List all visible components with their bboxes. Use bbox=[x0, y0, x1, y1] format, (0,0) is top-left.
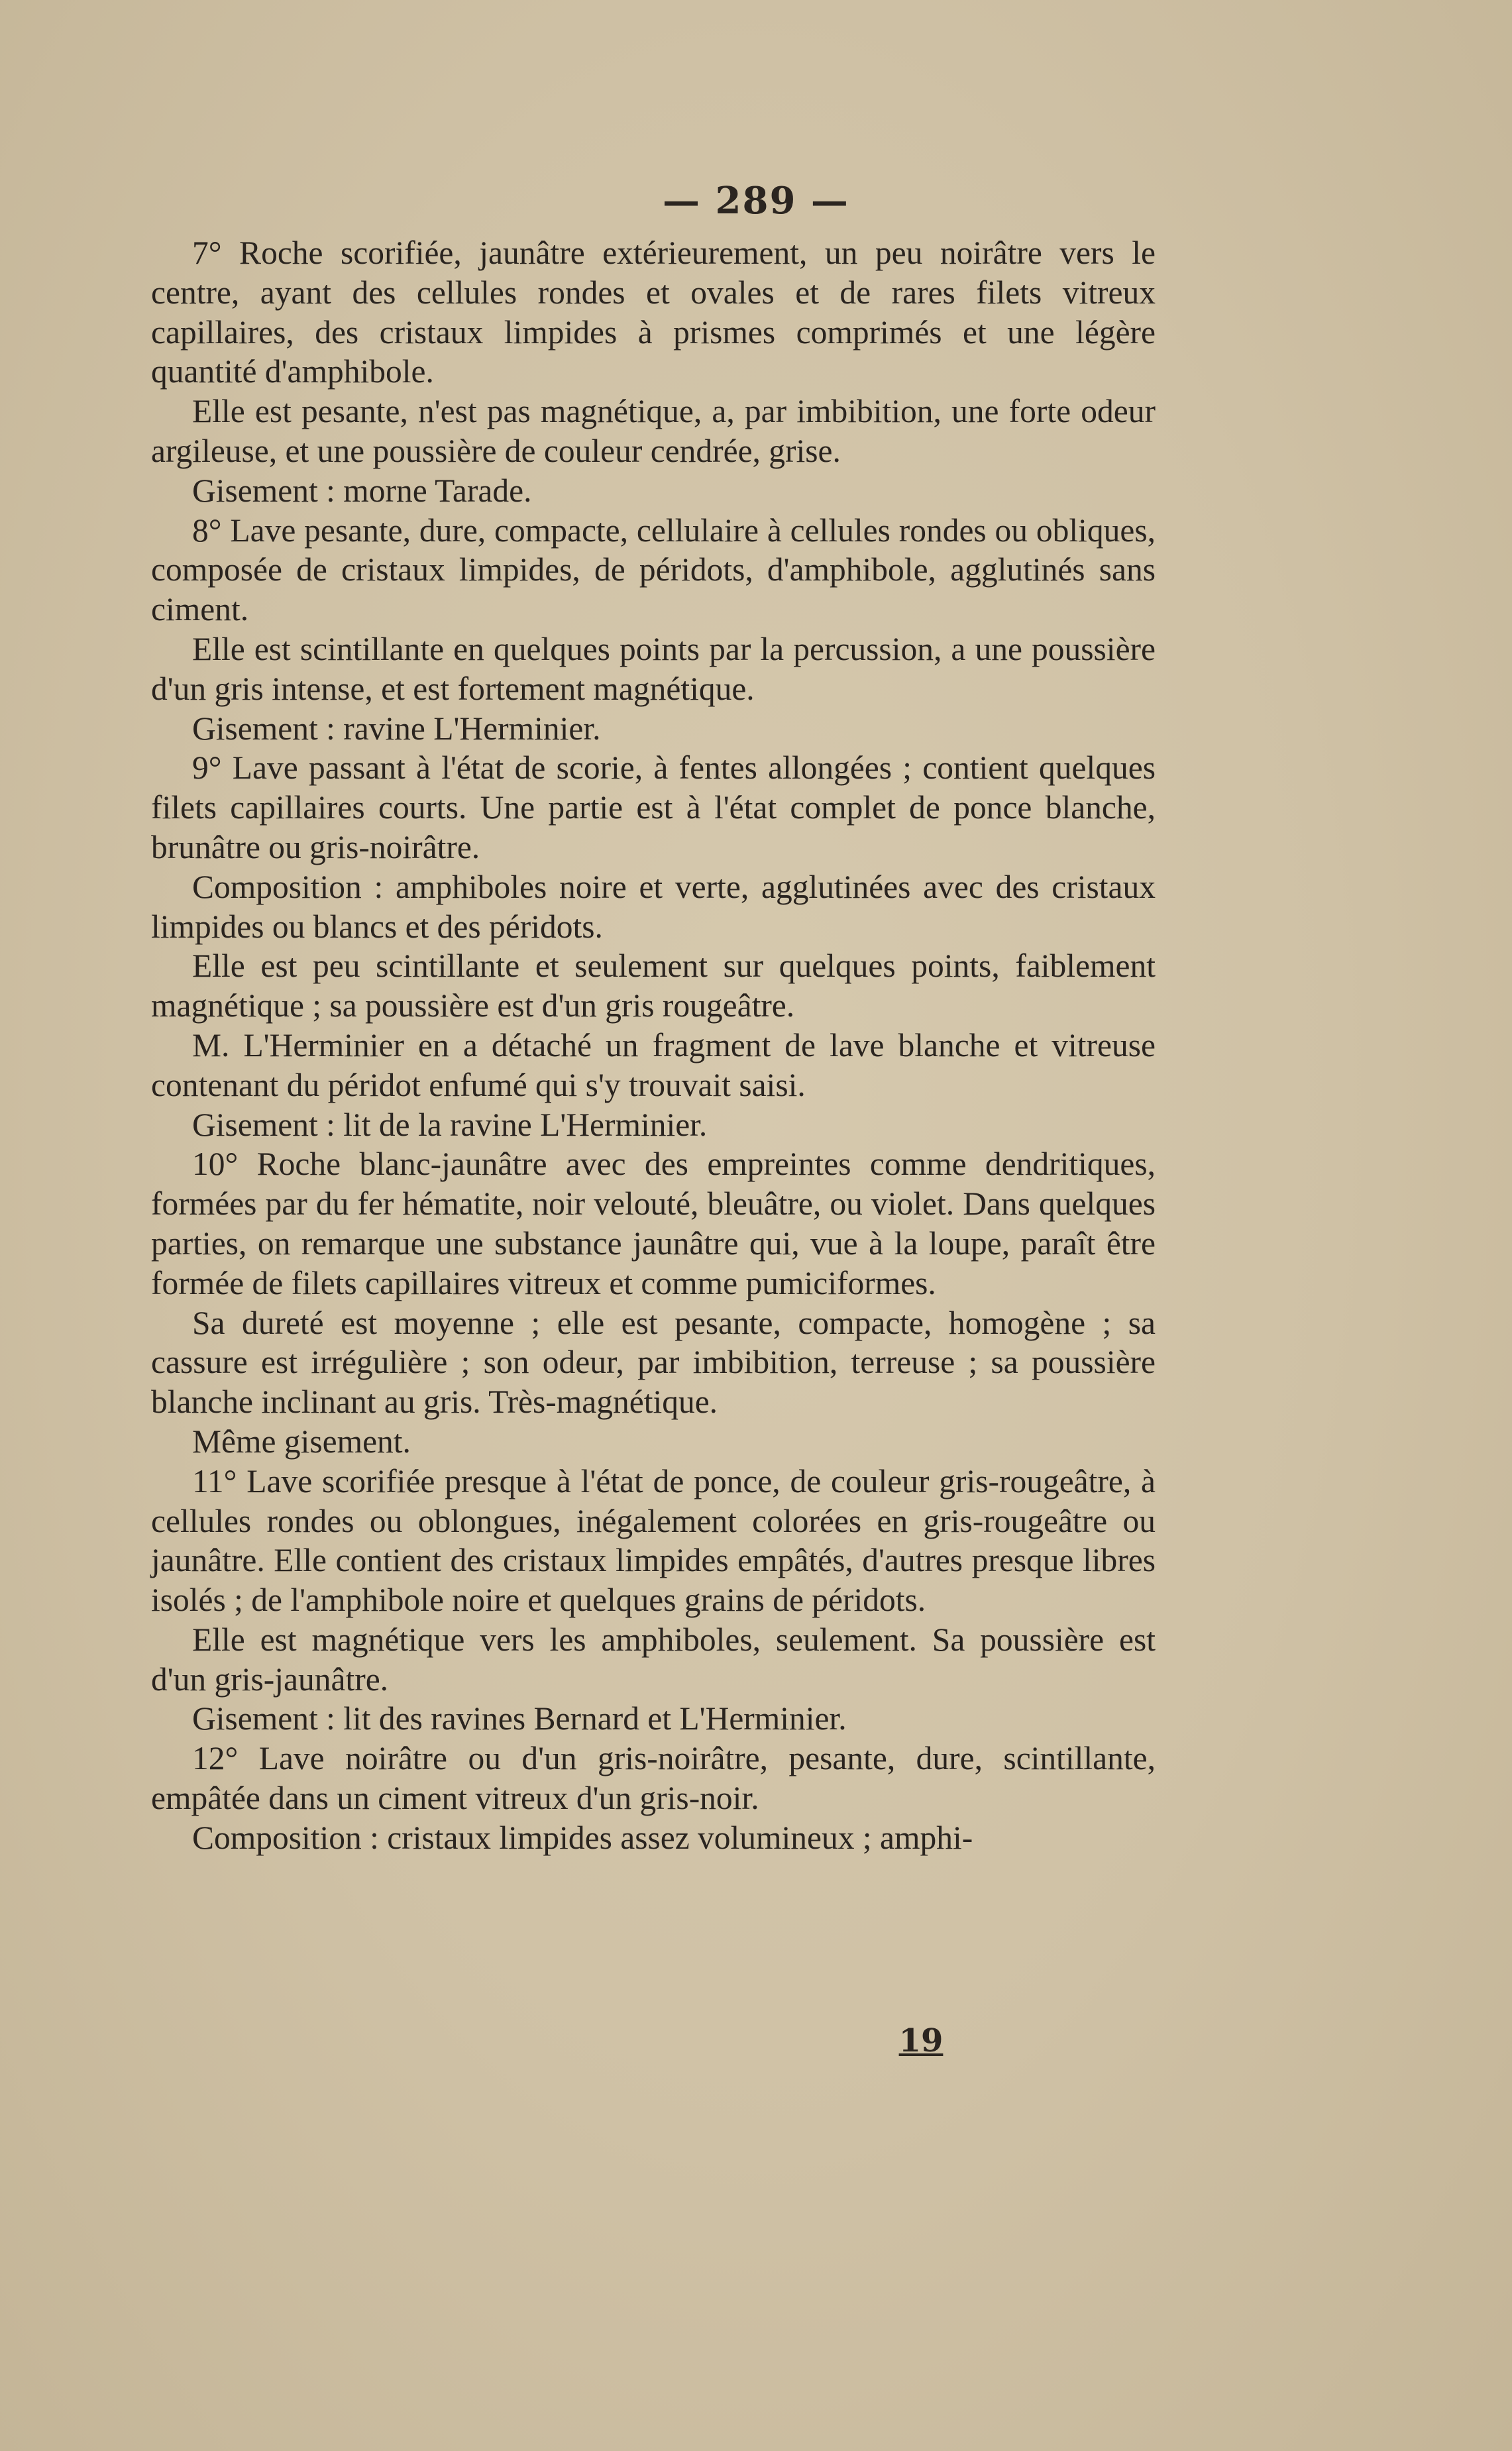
paragraph-8-gisement: Gisement : ravine L'Herminier. bbox=[192, 710, 601, 747]
paragraph-9-composition: Composition : amphiboles noire et verte, agglutinées avec des cristaux limpides ou blancs et des péridots. bbox=[151, 868, 1156, 945]
paragraph-9-gisement: Gisement : lit de la ravine L'Herminier. bbox=[192, 1106, 708, 1143]
paragraph-10-description: 10° Roche blanc-jaunâtre avec des empreintes comme dendritiques, formées par du fer hématite, noir velouté, bleuâtre, ou violet. Dans quelques parties, on remarque une substance jaunâtre qui, vue à la loupe, paraît être formée de filets capillaires vitreux et comme pumiciformes. bbox=[151, 1146, 1156, 1301]
paragraph-7-properties: Elle est pesante, n'est pas magnétique, a, par imbibition, une forte odeur argileuse, et une poussière de couleur cendrée, grise. bbox=[151, 393, 1156, 469]
paragraph-7-description: 7° Roche scorifiée, jaunâtre extérieurement, un peu noirâtre vers le centre, ayant des cellules rondes et ovales et de rares filets vitreux capillaires, des cristaux limpides à prismes comprimés et une légère quantité d'amphibole. bbox=[151, 235, 1156, 390]
paragraph-8-properties: Elle est scintillante en quelques points par la percussion, a une poussière d'un gris intense, et est fortement magnétique. bbox=[151, 630, 1156, 707]
paragraph-8-description: 8° Lave pesante, dure, compacte, cellulaire à cellules rondes ou obliques, composée de cristaux limpides, de péridots, d'amphibole, agglutinés sans ciment. bbox=[151, 512, 1156, 628]
paragraph-10-gisement: Même gisement. bbox=[192, 1423, 411, 1460]
paragraph-7-gisement: Gisement : morne Tarade. bbox=[192, 472, 532, 509]
body-text bbox=[151, 233, 1156, 1858]
signature-mark: 19 bbox=[898, 2022, 944, 2059]
paragraph-10-properties: Sa dureté est moyenne ; elle est pesante, compacte, homogène ; sa cassure est irrégulière ; son odeur, par imbibition, terreuse ; sa poussière blanche inclinant au gris. Très-magnétique. bbox=[151, 1304, 1156, 1421]
paragraph-12-composition: Composition : cristaux limpides assez volumineux ; amphi- bbox=[192, 1819, 973, 1856]
paragraph-11-description: 11° Lave scorifiée presque à l'état de ponce, de couleur gris-rougeâtre, à cellules rondes ou oblongues, inégalement colorées en gris-rougeâtre ou jaunâtre. Elle contient des cristaux limpides empâtés, d'autres presque libres isolés ; de l'amphibole noire et quelques grains de péridots. bbox=[151, 1462, 1156, 1619]
paragraph-9-description: 9° Lave passant à l'état de scorie, à fentes allongées ; contient quelques filets capillaires courts. Une partie est à l'état complet de ponce blanche, brunâtre ou gris-noirâtre. bbox=[151, 749, 1156, 865]
page-number: — 289 — bbox=[663, 179, 849, 223]
paragraph-9-note: M. L'Herminier en a détaché un fragment de lave blanche et vitreuse contenant du péridot enfumé qui s'y trouvait saisi. bbox=[151, 1026, 1156, 1103]
paragraph-12-description: 12° Lave noirâtre ou d'un gris-noirâtre, pesante, dure, scintillante, empâtée dans un ciment vitreux d'un gris-noir. bbox=[151, 1740, 1156, 1817]
paragraph-11-gisement: Gisement : lit des ravines Bernard et L'Herminier. bbox=[192, 1700, 847, 1737]
paragraph-9-properties: Elle est peu scintillante et seulement sur quelques points, faiblement magnétique ; sa poussière est d'un gris rougeâtre. bbox=[151, 948, 1156, 1024]
paragraph-11-properties: Elle est magnétique vers les amphiboles, seulement. Sa poussière est d'un gris-jaunâtre. bbox=[151, 1621, 1156, 1698]
